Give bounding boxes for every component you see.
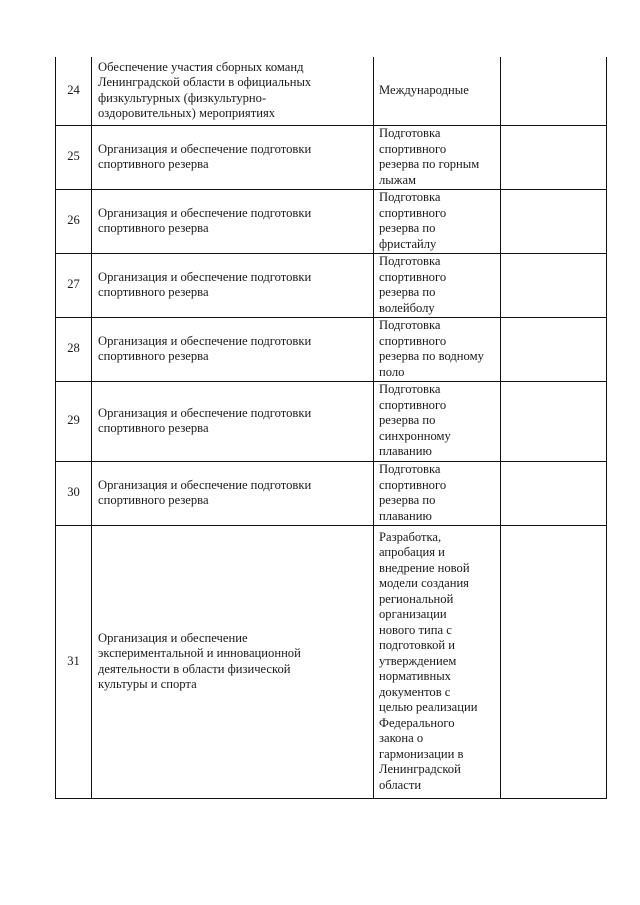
extra-cell	[501, 189, 607, 253]
direction-text: Международные	[379, 83, 469, 97]
activity-name-cell	[92, 57, 374, 125]
activities-table	[55, 57, 607, 799]
activity-name: Организация и обеспечение подготовки спортивного резерва	[98, 269, 312, 299]
table-row	[56, 57, 607, 125]
table-row	[56, 525, 607, 798]
row-number: 26	[56, 189, 92, 253]
activity-name: Организация и обеспечение экспериментальной и инновационной деятельности в области физической культуры и спорта	[98, 630, 301, 691]
activity-name-cell	[92, 317, 374, 381]
direction-cell	[374, 381, 501, 461]
direction-text: Подготовка спортивного резерва по горным лыжам	[379, 126, 480, 187]
direction-cell	[374, 461, 501, 525]
direction-cell	[374, 525, 501, 798]
table-row	[56, 381, 607, 461]
extra-cell	[501, 381, 607, 461]
direction-text: Подготовка спортивного резерва по плаванию	[379, 462, 447, 523]
direction-cell	[374, 317, 501, 381]
activity-name: Организация и обеспечение подготовки спортивного резерва	[98, 141, 312, 171]
direction-cell	[374, 125, 501, 189]
activity-name: Организация и обеспечение подготовки спортивного резерва	[98, 477, 312, 507]
activity-name-cell	[92, 189, 374, 253]
activity-name: Организация и обеспечение подготовки спортивного резерва	[98, 405, 312, 435]
activity-name-cell	[92, 461, 374, 525]
table-row	[56, 317, 607, 381]
activity-name-cell	[92, 381, 374, 461]
row-number: 25	[56, 125, 92, 189]
activity-name: Обеспечение участия сборных команд Ленинградской области в официальных физкультурных (физкультурно- оздоровительных) мероприятиях	[98, 59, 312, 121]
row-number: 31	[56, 525, 92, 798]
table-row	[56, 189, 607, 253]
table-row	[56, 125, 607, 189]
extra-cell	[501, 461, 607, 525]
table-row	[56, 253, 607, 317]
activity-name-cell	[92, 125, 374, 189]
extra-cell	[501, 525, 607, 798]
activity-name-cell	[92, 253, 374, 317]
activity-name: Организация и обеспечение подготовки спортивного резерва	[98, 205, 312, 235]
direction-text: Подготовка спортивного резерва по волейболу	[379, 254, 447, 315]
extra-cell	[501, 317, 607, 381]
row-number: 30	[56, 461, 92, 525]
direction-text: Подготовка спортивного резерва по водному поло	[379, 318, 484, 379]
direction-cell	[374, 253, 501, 317]
row-number: 27	[56, 253, 92, 317]
table-row	[56, 461, 607, 525]
direction-text: Подготовка спортивного резерва по фристайлу	[379, 190, 447, 251]
direction-cell	[374, 189, 501, 253]
row-number: 28	[56, 317, 92, 381]
row-number: 29	[56, 381, 92, 461]
direction-cell	[374, 57, 501, 125]
direction-text: Подготовка спортивного резерва по синхронному плаванию	[379, 382, 451, 459]
activity-name-cell	[92, 525, 374, 798]
activity-name: Организация и обеспечение подготовки спортивного резерва	[98, 333, 312, 363]
direction-text: Разработка, апробация и внедрение новой модели создания региональной организации нового типа с подготовкой и утверждением нормативных документов с целью реализации Федерального закона о гармонизации в Ленинградской области	[379, 529, 478, 792]
extra-cell	[501, 125, 607, 189]
row-number: 24	[56, 57, 92, 125]
extra-cell	[501, 253, 607, 317]
extra-cell	[501, 57, 607, 125]
